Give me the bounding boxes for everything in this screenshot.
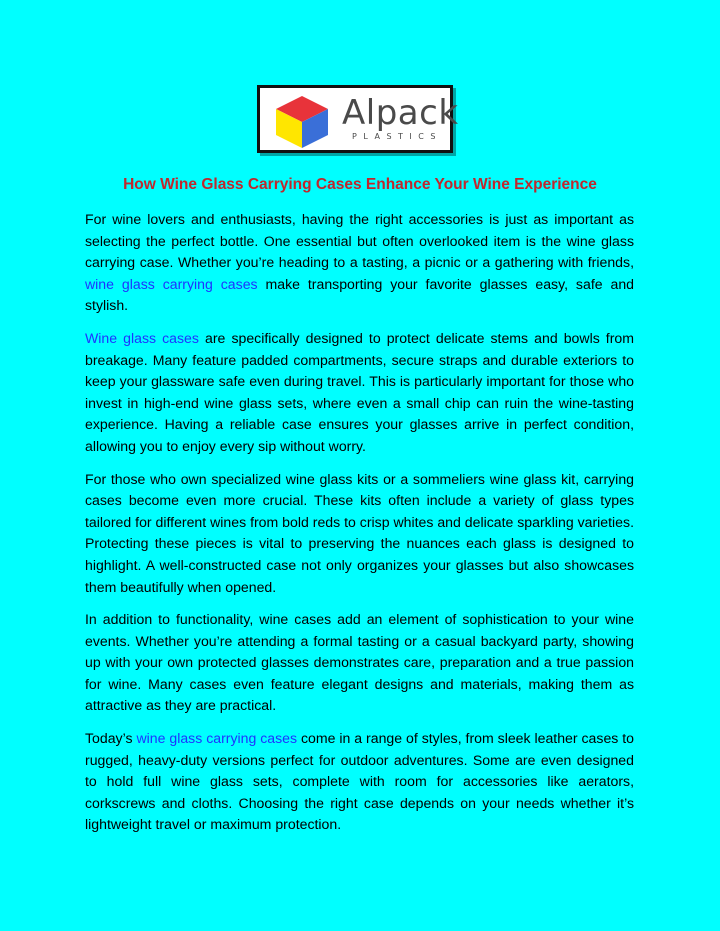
paragraph-3-text: For those who own specialized wine glass kits or a sommeliers wine glass kit, carrying cases become even more crucial. These kits often include a variety of glass types tailored for different wines from bold reds to crisp whites and delicate sparkling varieties. Protecting these pieces is vital to preserving the nuances each glass is designed to highlight. A well-constructed case not only organizes your glasses but also showcases them beautifully when opened. (85, 470, 634, 595)
paragraph-2 (85, 328, 634, 458)
wine-glass-cases-link[interactable]: Wine glass cases (85, 329, 199, 346)
paragraph-5-text: Today’s (85, 730, 137, 747)
paragraph-4-text: In addition to functionality, wine cases add an element of sophistication to your wine events. Whether you’re attending a formal tasting or a casual backyard party, showing up with your own protected glasses demonstrates care, preparation and a true passion for wine. Many cases even feature elegant designs and materials, making them as attractive as they are practical. (85, 611, 634, 714)
wine-glass-carrying-cases-link[interactable]: wine glass carrying cases (85, 275, 258, 292)
paragraph-1 (85, 209, 634, 317)
wine-glass-carrying-cases-link-2[interactable]: wine glass carrying cases (136, 730, 298, 747)
logo-name: Alpack (342, 93, 459, 133)
logo (257, 85, 459, 153)
logo-subtitle: PLASTICS (352, 132, 442, 141)
paragraph-5 (85, 728, 634, 836)
paragraph-4 (85, 609, 634, 717)
paragraph-3 (85, 469, 634, 599)
paragraph-5-text-end: come in a range of styles, from sleek leather cases to rugged, heavy-duty versions perfect for outdoor adventures. Some are even designed to hold full wine glass sets, complete with room for accessories like aerators, corkscrews and cloths. Choosing the right case depends on your needs whether it’s lightweight travel or maximum protection. (85, 730, 635, 833)
page-title: How Wine Glass Carrying Cases Enhance Your Wine Experience (123, 176, 597, 193)
paragraph-1-text: For wine lovers and enthusiasts, having the right accessories is just as important as selecting the perfect bottle. One essential but often overlooked item is the wine glass carrying case. Whether you’re heading to a tasting, a picnic or a gathering with friends, (85, 211, 634, 271)
article-body (85, 209, 634, 847)
cube-logo-icon (274, 94, 330, 150)
paragraph-1-text-end: make transporting your favorite glasses easy, safe and stylish. (85, 275, 634, 314)
paragraph-2-text: are specifically designed to protect delicate stems and bowls from breakage. Many feature padded compartments, secure straps and durable exteriors to keep your glassware safe even during travel. This is particularly important for those who invest in high-end wine glass sets, where even a small chip can ruin the wine-tasting experience. Having a reliable case ensures your glasses arrive in perfect condition, allowing you to enjoy every sip without worry. (85, 329, 634, 454)
